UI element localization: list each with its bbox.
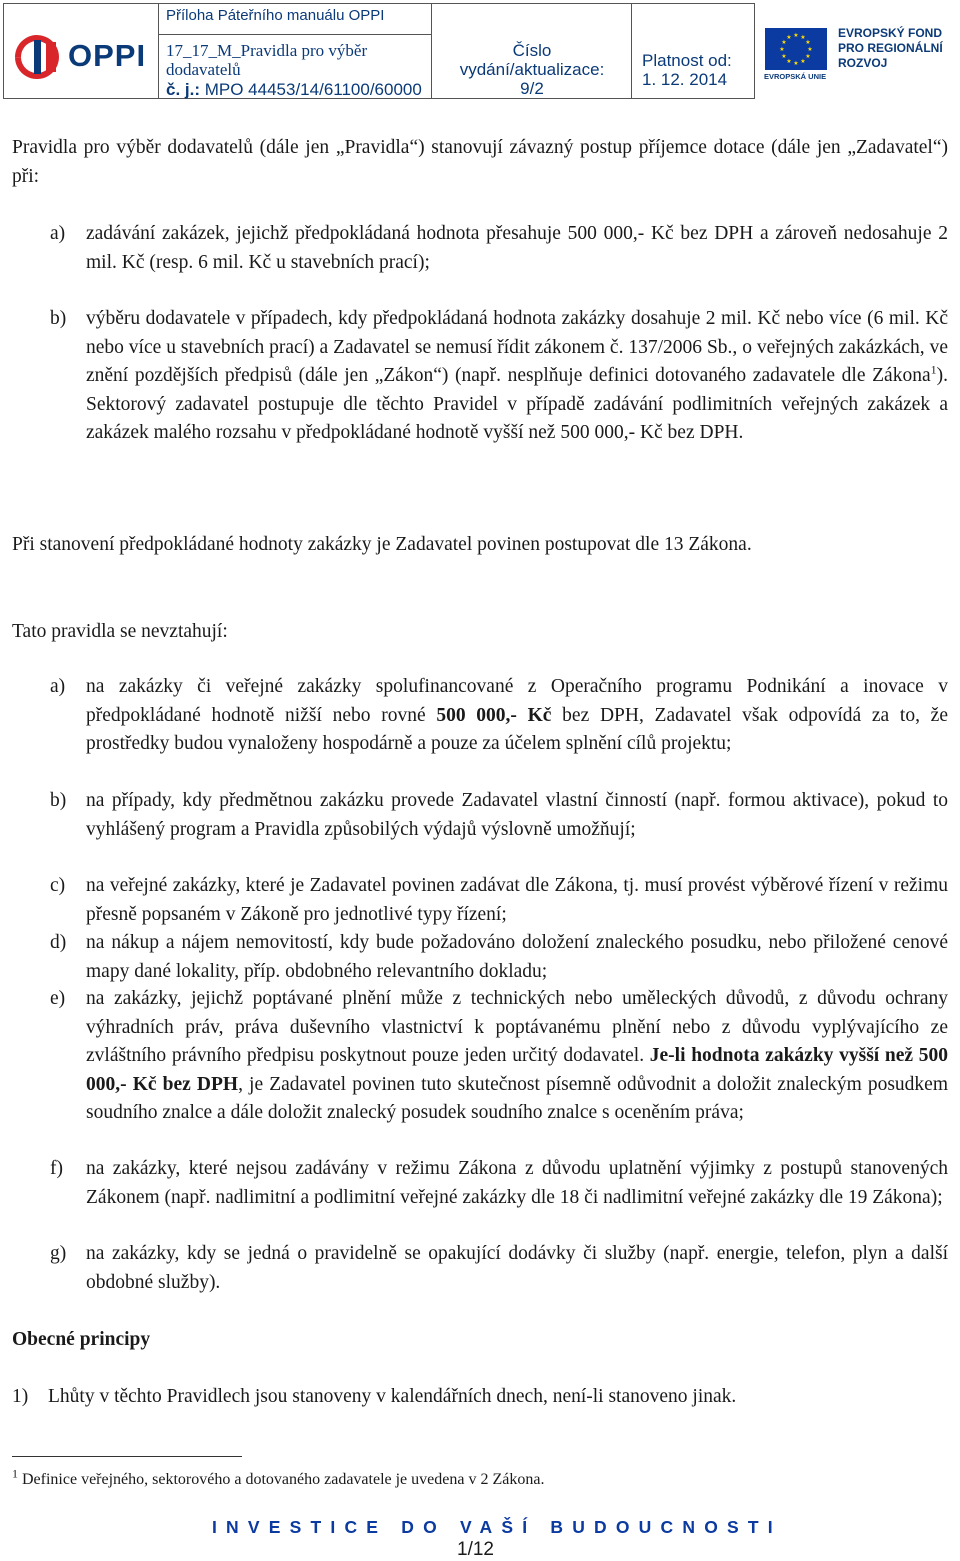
svg-text:★: ★: [793, 60, 799, 67]
cj-line: [166, 80, 422, 100]
eu-fund-label: EVROPSKÝ FOND PRO REGIONÁLNÍ ROZVOJ: [838, 26, 943, 70]
list-marker: a): [50, 676, 66, 697]
header-annex-row: [159, 4, 431, 35]
list-text-part: na zakázky či veřejné zakázky spolufinancované z Operačního programu Podnikání a inovace v předpokládané hodnotě nižší nebo rovné: [86, 676, 948, 726]
svg-text:★: ★: [800, 34, 806, 41]
svg-text:★: ★: [807, 46, 813, 53]
footnote-text: Definice veřejného, sektorového a dotovaného zadavatele je uvedena v 2 Zákona.: [18, 1471, 545, 1488]
list-text: na zakázky, kdy se jedná o pravidelně se opakující dodávky či služby (např. energie, telefon, plyn a další obdobné služby).: [86, 1243, 948, 1293]
list-text: zadávání zakázek, jejichž předpokládaná hodnota přesahuje 500 000,- Kč bez DPH a zároveň nedosahuje 2 mil. Kč (resp. 6 mil. Kč u stavebních prací);: [86, 223, 948, 273]
oppi-logo-text: OPPI: [68, 38, 147, 73]
header-logo-cell: [4, 4, 159, 98]
cj-label: č. j.:: [166, 80, 201, 99]
list-marker: 1): [12, 1386, 29, 1407]
eu-caption: EVROPSKÁ UNIE: [764, 72, 827, 81]
svg-text:★: ★: [786, 58, 792, 65]
issue-value: 9/2: [520, 79, 544, 98]
footnote: [12, 1466, 545, 1490]
valid-block: [642, 51, 732, 89]
list-text: na případy, kdy předmětnou zakázku provede Zadavatel vlastní činností (např. formou aktivace), pokud to vyhlášený program a Pravidla způsobilých výdajů výslovně umožňují;: [86, 790, 948, 840]
estimate-paragraph: Při stanovení předpokládané hodnoty zakázky je Zadavatel povinen postupovat dle 13 Zákona.: [12, 534, 752, 555]
footnote-ref: 1: [930, 362, 937, 377]
svg-text:★: ★: [781, 39, 787, 46]
list-marker: d): [50, 932, 67, 953]
list-text: [86, 985, 948, 1128]
list-text-part: na zakázky, jejichž poptávané plnění může z technických nebo uměleckých důvodů, z důvodu ochrany výhradních práv, práva duševního vlastnictví k poptávanému plnění nebo z důvodu vyplývajícího ze zvláštního právního předpisu poskytnout pouze jeden určitý dodavatel.: [86, 988, 948, 1066]
list-marker: g): [50, 1243, 67, 1264]
document-header: [3, 3, 755, 99]
header-issue-cell: [432, 4, 632, 98]
header-doc-cell: [159, 4, 432, 98]
list-text-bold: Je-li hodnota zakázky vyšší než 500 000,- Kč bez DPH: [86, 1045, 948, 1095]
list-text: na zakázky, které nejsou zadávány v režimu Zákona z důvodu uplatnění výjimky z postupů stanovených Zákonem (např. nadlimitní a podlimitní veřejné zakázky dle 18 či nadlimitní veřejné zakázky dle 19 Zákona);: [86, 1158, 948, 1208]
svg-text:★: ★: [786, 34, 792, 41]
footnote-marker: 1: [12, 1466, 18, 1481]
list-marker: c): [50, 875, 66, 896]
list-text: [86, 673, 948, 759]
footer-motto: INVESTICE DO VAŠÍ BUDOUCNOSTI: [212, 1517, 782, 1537]
annex-label: Příloha Páteřního manuálu OPPI: [166, 7, 385, 24]
list-text: [86, 305, 948, 448]
list-text-part: bez DPH, Zadavatel však odpovídá za to, že prostředky budou vynaloženy hospodárně a pouze za účelem splnění cílů projektu;: [86, 704, 948, 754]
cj-value: MPO 44453/14/61100/60000: [200, 80, 422, 99]
list-text-part: výběru dodavatele v případech, kdy předpokládaná hodnota zakázky dosahuje 2 mil. Kč nebo více (6 mil. Kč nebo více u stavebních prací) a Zadavatel se nemusí řídit zákonem č. 137/2006 Sb., o veřejných zakázkách, ve znění pozdějších předpisů (dále jen „Zákon“) (např. nesplňuje definici dotovaného zadavatele dle Zákona: [86, 308, 948, 386]
svg-text:★: ★: [805, 53, 811, 60]
intro-paragraph: Pravidla pro výběr dodavatelů (dále jen „Pravidla“) stanovují závazný postup příjemce dotace (dále jen „Zadavatel“) při:: [12, 137, 948, 187]
valid-label: Platnost od:: [642, 51, 732, 70]
list-text-part: ). Sektorový zadavatel postupuje dle těchto Pravidel v případě zadávání podlimitních veřejných zakázek a zakázek malého rozsahu v předpokládané hodnotě vyšší než 500 000,- Kč bez DPH.: [86, 365, 948, 443]
list-text-part: , je Zadavatel povinen tuto skutečnost písemně odůvodnit a doložit znaleckým posudkem soudního znalce a dále doložit znalecký posudek soudního znalce s oceněním práva;: [86, 1073, 949, 1123]
svg-text:★: ★: [779, 46, 785, 53]
doc-id: 17_17_M_Pravidla pro výběr dodavatelů: [166, 41, 368, 79]
svg-text:★: ★: [800, 58, 806, 65]
list-marker: b): [50, 308, 67, 329]
list-marker: a): [50, 223, 66, 244]
valid-value: 1. 12. 2014: [642, 70, 728, 89]
list-marker: b): [50, 790, 67, 811]
issue-label: Číslo vydání/aktualizace:: [459, 41, 605, 79]
list-text: na nákup a nájem nemovitostí, kdy bude požadováno doložení znaleckého posudku, nebo přiložené cenové mapy dané lokality, příp. obdobného relevantního dokladu;: [86, 932, 948, 982]
list-text-bold: 500 000,- Kč: [436, 704, 552, 726]
eu-flag-icon: [765, 28, 827, 70]
footnote-separator: [12, 1456, 242, 1457]
list-marker: e): [50, 988, 66, 1009]
section-heading: Obecné principy: [12, 1329, 151, 1350]
list-text: Lhůty v těchto Pravidlech jsou stanoveny v kalendářních dnech, není-li stanoveno jinak.: [48, 1386, 737, 1407]
svg-text:★: ★: [781, 53, 787, 60]
svg-text:★: ★: [805, 39, 811, 46]
header-valid-cell: [632, 4, 754, 98]
not-apply-heading: Tato pravidla se nevztahují:: [12, 621, 228, 642]
list-marker: f): [50, 1158, 63, 1179]
list-text: na veřejné zakázky, které je Zadavatel povinen zadávat dle Zákona, tj. musí provést výběrové řízení v režimu přesně popsaném v Zákoně pro jednotlivé typy řízení;: [86, 875, 948, 925]
issue-block: [432, 41, 632, 98]
svg-text:★: ★: [793, 32, 799, 39]
page-number: 1/12: [457, 1539, 494, 1560]
